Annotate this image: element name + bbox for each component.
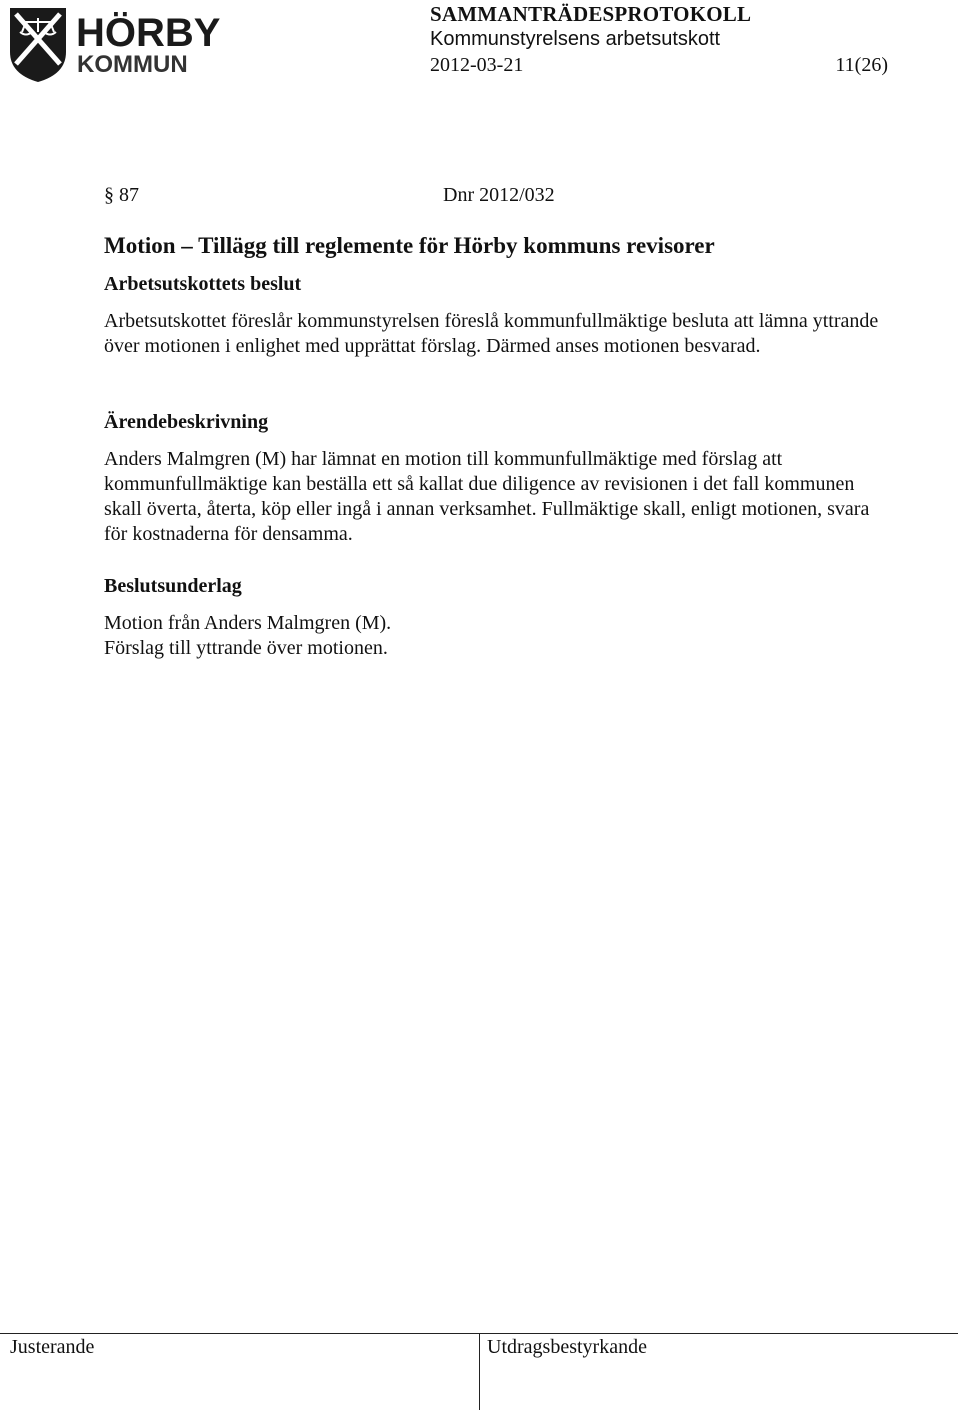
footer-utdragsbestyrkande: Utdragsbestyrkande	[487, 1336, 647, 1358]
description-heading: Ärendebeskrivning	[104, 411, 269, 433]
basis-list	[104, 611, 884, 661]
section-number: § 87	[104, 184, 139, 206]
decision-paragraph: Arbetsutskottet föreslår kommunstyrelsen föreslå kommunfullmäktige besluta att lämna yttrande över motionen i enlighet med upprättat förslag. Därmed anses motionen besvarad.	[104, 310, 879, 357]
page-number: 11(26)	[835, 54, 888, 76]
decision-heading: Arbetsutskottets beslut	[104, 273, 302, 295]
basis-item: Förslag till yttrande över motionen.	[104, 637, 388, 659]
description-paragraph: Anders Malmgren (M) har lämnat en motion till kommunfullmäktige med förslag att kommunfullmäktige kan beställa ett så kallat due diligence av revisionen i det fall kommunen skall överta, återta, köp eller ingå i annan verksamhet. Fullmäktige skall, enligt motionen, svara för kostnaderna för densamma.	[104, 448, 870, 545]
logo-sub: KOMMUN	[77, 51, 188, 78]
item-title: Motion – Tillägg till reglemente för Hörby kommuns revisorer	[104, 233, 715, 258]
horby-kommun-logo	[6, 4, 221, 86]
meeting-date: 2012-03-21	[430, 54, 524, 76]
committee-name: Kommunstyrelsens arbetsutskott	[430, 28, 721, 50]
decision-text	[104, 309, 884, 359]
diary-number: Dnr 2012/032	[443, 184, 555, 206]
basis-heading: Beslutsunderlag	[104, 575, 242, 597]
description-text	[104, 447, 874, 547]
coat-of-arms-icon	[6, 4, 221, 86]
footer-divider	[479, 1333, 480, 1410]
basis-item: Motion från Anders Malmgren (M).	[104, 612, 392, 634]
protocol-title: SAMMANTRÄDESPROTOKOLL	[430, 2, 752, 26]
footer-justerande: Justerande	[10, 1336, 95, 1358]
logo-name: HÖRBY	[76, 11, 221, 55]
